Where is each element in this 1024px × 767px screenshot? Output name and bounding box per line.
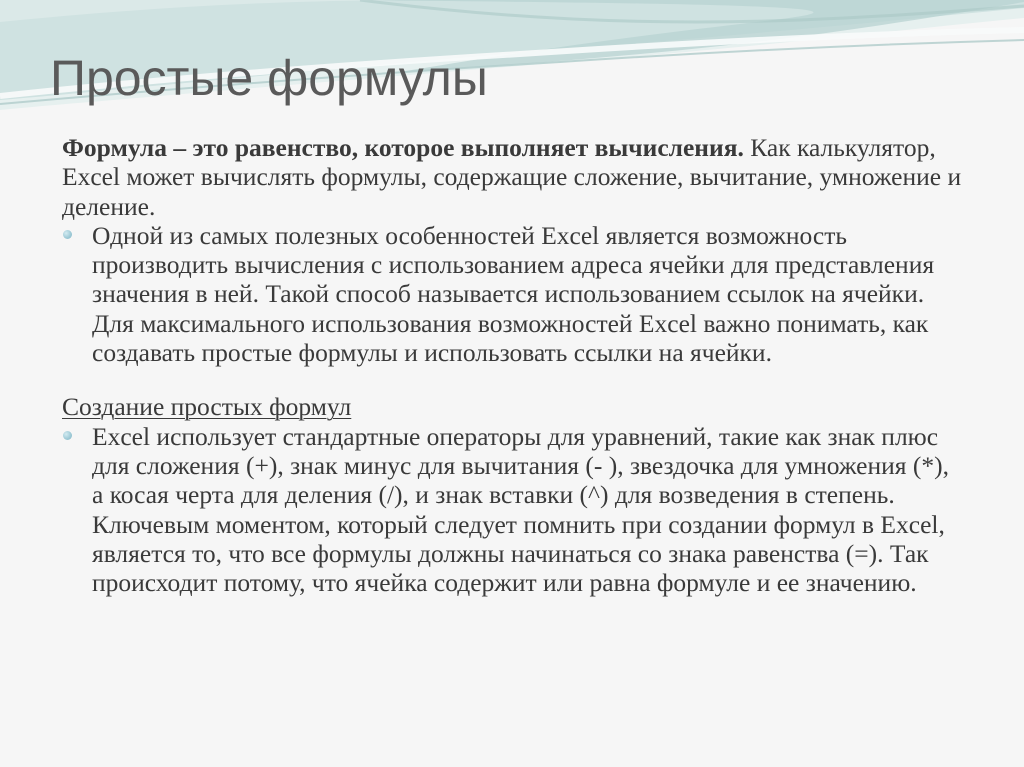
intro-rest-text: Как калькулятор, Excel может вычислять формулы, содержащие сложение, вычитание, умножение и деление. [62,133,962,221]
intro-bold-text: Формула – это равенство, которое выполняет вычисления. [62,133,744,162]
bullet-text: Excel использует стандартные операторы для уравнений, такие как знак плюс для сложения (+), знак минус для вычитания (- ), звездочка для умножения (*), а косая черта для деления (/), и знак вставки (^) для возведения в степень. Ключевым моментом, который следует помнить при создании формул в Excel, является то, что все формулы должны начинаться со знака равенства (=). Так происходит потому, что ячейка содержит или равна формуле и ее значению. [92,421,949,598]
bullet-item-operators [62,422,962,598]
intro-paragraph [62,133,962,221]
spacer [62,367,962,392]
bullet-dot-icon [63,230,72,239]
bullet-dot-icon [63,431,72,440]
slide-title: Простые формулы [50,50,488,106]
section-subheading: Создание простых формул [62,392,352,422]
bullet-item-cell-references [62,221,962,367]
bullet-text: Одной из самых полезных особенностей Excel является возможность производить вычисления с использованием адреса ячейки для представления значения в ней. Такой способ называется использованием ссылок на ячейки. Для максимального использования возможностей Excel важно понимать, как создавать простые формулы и использовать ссылки на ячейки. [92,220,935,368]
slide-body [62,133,962,597]
